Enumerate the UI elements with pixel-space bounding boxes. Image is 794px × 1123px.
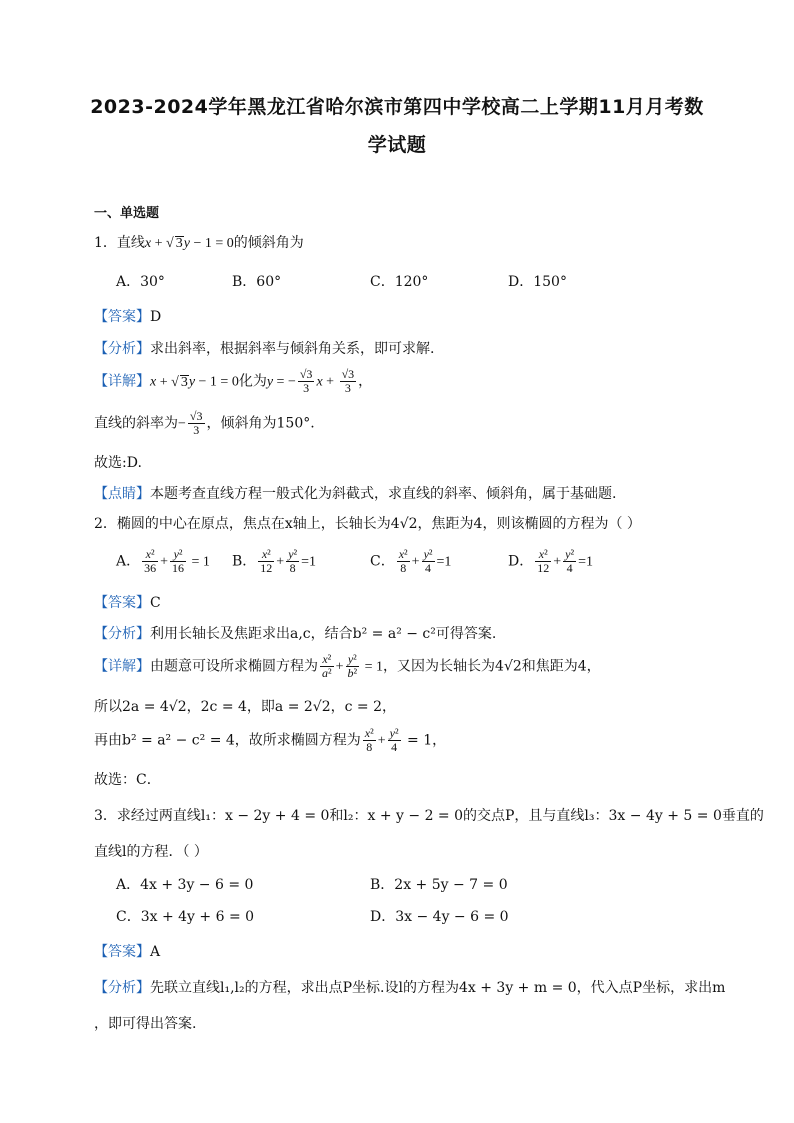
q1-choose: 故选:D. [94, 455, 142, 471]
q2-option-c: C． $\frac{\text{x²}}{8}$ + $\frac{\text{y²}}{4}$ =1 [370, 547, 452, 575]
q2-line3-b: = 1， [402, 732, 447, 749]
q1-option-d: D．150° [508, 274, 567, 290]
q1-stem: 1．直线x + √ 3y − 1 = 0的倾斜角为 [94, 235, 304, 251]
q3-analysis-cont: ，即可得出答案. [94, 1016, 197, 1032]
q1-slope-line: 直线的斜率为− $\frac{√3}{3}$ ，倾斜角为150°. [94, 409, 315, 437]
analysis-tag: 【分析】 [94, 980, 150, 996]
detail-tag: 【详解】 [94, 658, 150, 675]
q2-option-b: B． $\frac{\text{x²}}{12}$ + $\frac{\text{y²}}{8}$ =1 [232, 547, 317, 575]
q3-option-b: B．2x + 5y − 7 = 0 [370, 877, 508, 893]
q1-comment [94, 484, 616, 504]
q1-detail-mid: 化为 [238, 373, 267, 390]
q2-line3: 再由b² = a² − c² = 4，故所求椭圆方程为 $\frac{\text{x²}}{8}$ + $\frac{\text{y²}}{4}$ = 1， [94, 726, 447, 754]
analysis-tag: 【分析】 [94, 341, 150, 357]
q3-option-a: A．4x + 3y − 6 = 0 [116, 877, 254, 893]
q2-line3-a: 再由b² = a² − c² = 4，故所求椭圆方程为 [94, 732, 361, 749]
q2-analysis [94, 624, 496, 644]
q1-slope-text-b: ，倾斜角为150°. [206, 415, 315, 432]
q3-analysis-text: 先联立直线l₁,l₂的方程，求出点P坐标.设l的方程为4x + 3y + m = 0，代入点P坐标，求出m [150, 980, 726, 996]
q1-comment-text: 本题考查直线方程一般式化为斜截式，求直线的斜率、倾斜角，属于基础题. [150, 486, 617, 502]
page-title-line2: 学试题 [367, 134, 427, 156]
q3-option-d: D．3x − 4y − 6 = 0 [370, 909, 509, 925]
q1-option-a: A．30° [116, 274, 165, 290]
comment-tag: 【点睛】 [94, 486, 150, 502]
q2-answer-value: C [150, 595, 161, 611]
q2-answer [94, 593, 161, 613]
q1-answer-value: D [150, 309, 162, 325]
q2-stem: 2．椭圆的中心在原点，焦点在x轴上，长轴长为4√2，焦距为4，则该椭圆的方程为（ ） [94, 516, 641, 532]
q1-option-c: C．120° [370, 274, 429, 290]
answer-tag: 【答案】 [94, 944, 150, 960]
q2-detail: 【详解】由题意可设所求椭圆方程为 $\frac{\text{x²}}{\text{a²}}$ + $\frac{\text{y²}}{\text{b²}}$ = 1，又因为长轴长为4√2和焦距为4， [94, 652, 601, 680]
answer-tag: 【答案】 [94, 595, 150, 611]
q3-stem-line2: 直线l的方程．（ ） [94, 844, 208, 860]
q3-answer [94, 942, 160, 962]
q1-analysis-text: 求出斜率，根据斜率与倾斜角关系，即可求解. [150, 341, 435, 357]
q1-stem-prefix: 1．直线 [94, 235, 145, 251]
q2-option-a: A． $\frac{\text{x²}}{36}$ + $\frac{\text{y²}}{16}$ = 1 [116, 547, 210, 575]
q3-option-c: C．3x + 4y + 6 = 0 [116, 909, 255, 925]
q2-line2: 所以2a = 4√2，2c = 4，即a = 2√2，c = 2， [94, 699, 396, 715]
q2-choose: 故选：C． [94, 772, 161, 788]
q3-answer-value: A [150, 944, 161, 960]
section-heading: 一、单选题 [94, 206, 160, 221]
q2-option-d: D． $\frac{\text{x²}}{12}$ + $\frac{\text{y²}}{4}$ =1 [508, 547, 593, 575]
q2-analysis-text: 利用长轴长及焦距求出a,c，结合b² = a² − c²可得答案. [150, 626, 497, 642]
q2-detail-a: 由题意可设所求椭圆方程为 [150, 658, 318, 675]
detail-tag: 【详解】 [94, 373, 150, 390]
q3-stem-line1: 3．求经过两直线l₁：x − 2y + 4 = 0和l₂：x + y − 2 = 0的交点P，且与直线l₃：3x − 4y + 5 = 0垂直的 [94, 808, 764, 824]
answer-tag: 【答案】 [94, 309, 150, 325]
q1-detail: 【详解】x + √ 3y − 1 = 0化为y = − $\frac{√3}{3}$ x + $\frac{√3}{3}$ ， [94, 367, 373, 395]
q1-option-b: B．60° [232, 274, 282, 290]
q2-detail-b: ，又因为长轴长为4√2和焦距为4， [383, 658, 601, 675]
q3-analysis [94, 978, 725, 998]
q1-analysis [94, 339, 434, 359]
page-title-line1: 2023-2024学年黑龙江省哈尔滨市第四中学校高二上学期11月月考数 [90, 96, 704, 118]
q1-slope-text-a: 直线的斜率为 [94, 415, 178, 432]
analysis-tag: 【分析】 [94, 626, 150, 642]
q1-stem-suffix: 的倾斜角为 [233, 235, 304, 251]
q1-answer [94, 307, 161, 327]
